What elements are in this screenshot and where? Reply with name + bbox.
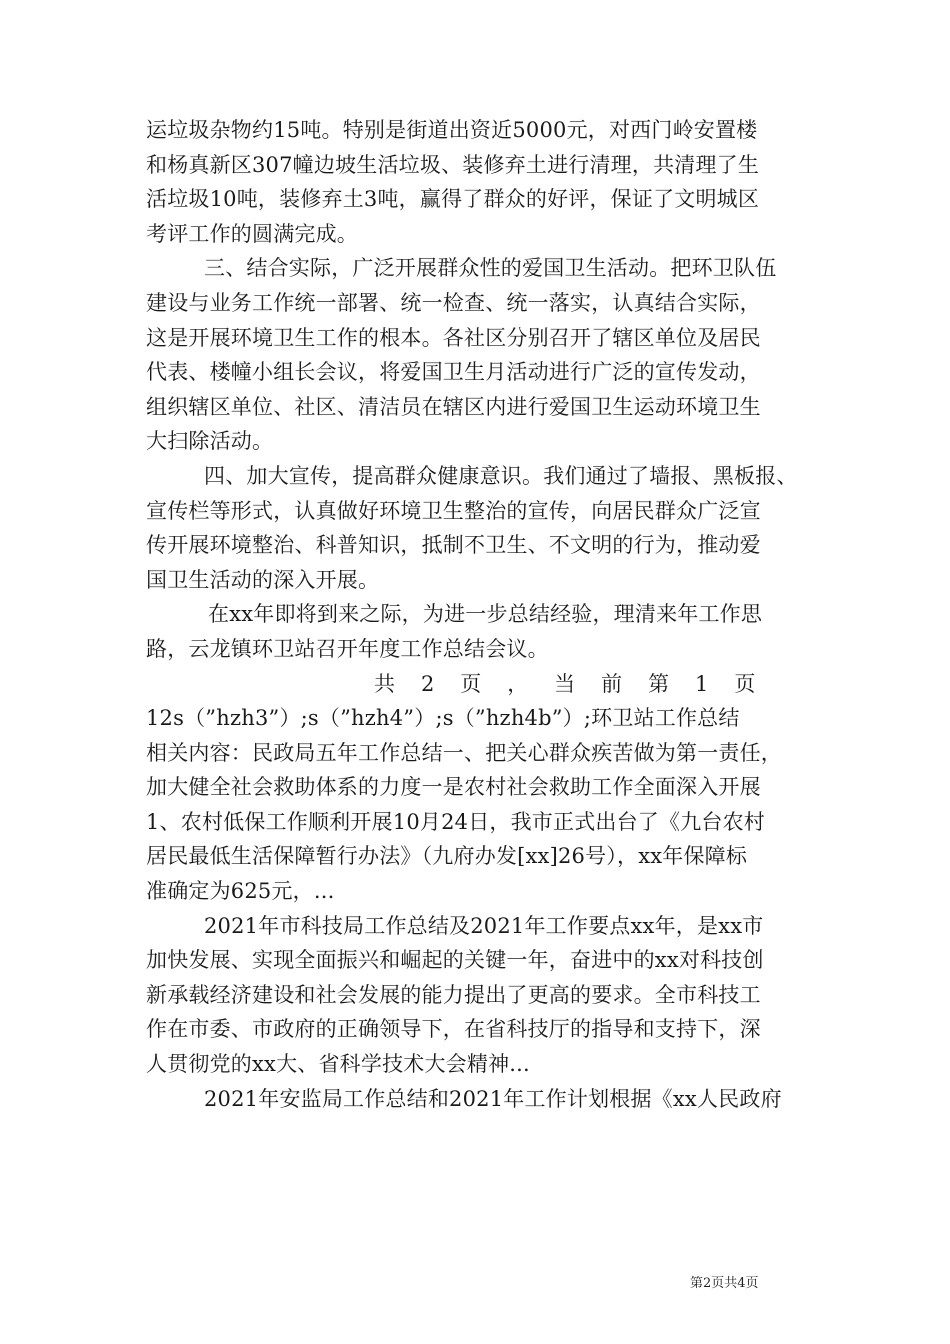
text-line: 作在市委、市政府的正确领导下，在省科技厅的指导和支持下，深 — [146, 1017, 761, 1042]
page-footer: 第2页共4页 — [690, 1276, 759, 1291]
text-line: 大扫除活动。 — [146, 429, 274, 454]
text-line: 新承载经济建设和社会发展的能力提出了更高的要求。全市科技工 — [146, 982, 761, 1007]
text-line: 12s（”hzh3”）;s（”hzh4”）;s（”hzh4b”）;环卫站工作总结 — [146, 706, 740, 731]
paragraph-start-line: 2021年安监局工作总结和2021年工作计划根据《xx人民政府 — [204, 1086, 782, 1111]
text-line: 相关内容：民政局五年工作总结一、把关心群众疾苦做为第一责任， — [146, 740, 782, 765]
text-line: 国卫生活动的深入开展。 — [146, 567, 380, 592]
text-line: 活垃圾10吨，装修弃土3吨，赢得了群众的好评，保证了文明城区 — [146, 187, 760, 212]
text-line: 代表、楼幢小组长会议，将爱国卫生月活动进行广泛的宣传发动， — [146, 360, 761, 385]
document-body — [146, 113, 818, 1116]
paragraph-start-line: 四、加大宣传，提高群众健康意识。我们通过了墙报、黑板报、 — [204, 463, 798, 488]
text-line: 考评工作的圆满完成。 — [146, 221, 358, 246]
paragraph-start-line: 在xx年即将到来之际，为进一步总结经验，理清来年工作思 — [208, 602, 763, 627]
paragraph-start-line: 三、结合实际，广泛开展群众性的爱国卫生活动。把环卫队伍 — [204, 256, 777, 281]
text-line: 建设与业务工作统一部署、统一检查、统一落实，认真结合实际， — [146, 290, 761, 315]
paragraph-start-line: 2021年市科技局工作总结及2021年工作要点xx年，是xx市 — [204, 913, 764, 938]
text-line: 和杨真新区307幢边坡生活垃圾、装修弃土进行清理，共清理了生 — [146, 152, 760, 177]
text-line: 准确定为625元，... — [146, 879, 335, 904]
page-indicator-line: 共 2 页 ， 当 前 第 1 页 — [374, 671, 756, 696]
text-line: 这是开展环境卫生工作的根本。各社区分别召开了辖区单位及居民 — [146, 325, 761, 350]
text-line: 传开展环境整治、科普知识，抵制不卫生、不文明的行为，推动爱 — [146, 533, 761, 558]
text-line: 加快发展、实现全面振兴和崛起的关键一年，奋进中的xx对科技创 — [146, 948, 764, 973]
text-line: 运垃圾杂物约15吨。特别是街道出资近5000元，对西门岭安置楼 — [146, 118, 758, 142]
text-line: 1、农村低保工作顺利开展10月24日，我市正式出台了《九台农村 — [146, 809, 766, 834]
text-line: 路，云龙镇环卫站召开年度工作总结会议。 — [146, 636, 549, 661]
text-line: 人贯彻党的xx大、省科学技术大会精神... — [146, 1052, 530, 1077]
text-line: 组织辖区单位、社区、清洁员在辖区内进行爱国卫生运动环境卫生 — [146, 394, 761, 419]
text-line: 加大健全社会救助体系的力度一是农村社会救助工作全面深入开展 — [146, 775, 761, 800]
text-line: 居民最低生活保障暂行办法》（九府办发[xx]26号），xx年保障标 — [146, 844, 748, 869]
text-line: 宣传栏等形式，认真做好环境卫生整治的宣传，向居民群众广泛宣 — [146, 498, 761, 523]
